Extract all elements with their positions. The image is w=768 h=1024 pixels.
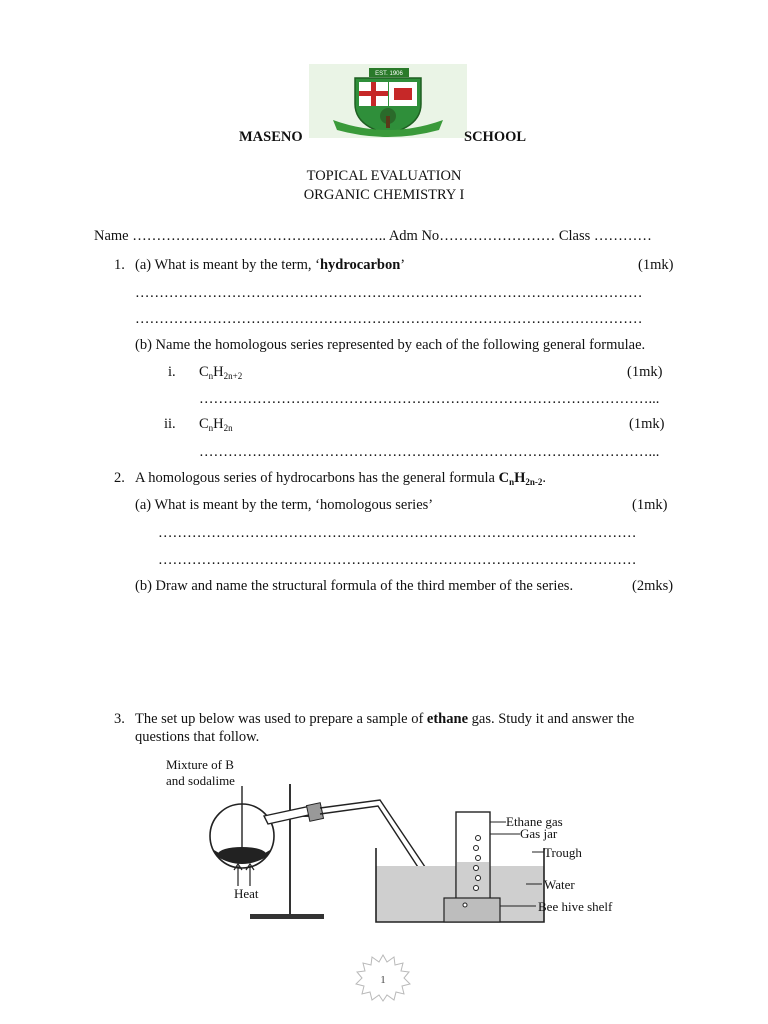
- school-name-right: SCHOOL: [464, 129, 527, 145]
- q1b-i-formula: $C_nH_{2n+2}$: [199, 364, 243, 381]
- q1b-ii-marks: (1mk): [629, 416, 665, 432]
- crest-text: EST. 1906: [375, 71, 403, 77]
- q1b-i-marks: (1mk): [627, 364, 663, 380]
- label-heat: Heat: [234, 886, 259, 901]
- name-blank[interactable]: ……………………………………………..: [132, 228, 386, 244]
- q1b-ii-answer-line[interactable]: …………………………………………………………………………………...: [199, 444, 660, 460]
- class-blank[interactable]: …………: [593, 228, 652, 244]
- retort-stand-base: [250, 914, 324, 919]
- q2a-answer-line-2[interactable]: ………………………………………………………………………………………: [158, 552, 637, 568]
- q3-stem-line-2: questions that follow.: [135, 729, 260, 745]
- q1b-ii-number: ii.: [164, 416, 176, 432]
- label-gas-jar: Gas jar: [520, 826, 558, 841]
- q1-number: 1.: [114, 257, 125, 273]
- q1a-marks: (1mk): [638, 257, 674, 273]
- q2a-answer-line-1[interactable]: ………………………………………………………………………………………: [158, 525, 637, 541]
- q2-number: 2.: [114, 470, 125, 486]
- school-crest-logo: [309, 64, 467, 138]
- q1a-answer-line-2[interactable]: ……………………………………………………………………………………………: [135, 311, 643, 327]
- title-topical-evaluation: TOPICAL EVALUATION: [306, 168, 462, 184]
- q2-stem: A homologous series of hydrocarbons has the general formula $C_nH_{2n-2}$.: [135, 470, 547, 487]
- gas-jar: [456, 812, 490, 906]
- bee-hive-shelf: [444, 898, 500, 922]
- adm-no-blank[interactable]: ……………………: [439, 228, 556, 244]
- q3-stem-line-1: The set up below was used to prepare a sample of ethane gas. Study it and answer the: [135, 711, 635, 727]
- q3-number: 3.: [114, 711, 125, 727]
- ethane-preparation-apparatus-diagram: [160, 754, 640, 926]
- q1b-question: (b) Name the homologous series represented by each of the following general formulae.: [135, 337, 646, 353]
- label-water: Water: [544, 877, 575, 892]
- label-ethane-gas: Ethane gas: [506, 814, 563, 829]
- q2a-marks: (1mk): [632, 497, 668, 513]
- q1a-question: (a) What is meant by the term, ‘hydrocarbon’: [135, 257, 406, 273]
- label-bee-hive-shelf: Bee hive shelf: [538, 899, 613, 914]
- q1b-i-number: i.: [168, 364, 176, 380]
- page-number-badge: [352, 954, 414, 1002]
- q1b-i-answer-line[interactable]: …………………………………………………………………………………...: [199, 391, 660, 407]
- class-label: Class: [558, 228, 591, 244]
- q1b-ii-formula: $C_nH_{2n}$: [199, 416, 233, 433]
- page-number: 1: [380, 974, 386, 986]
- label-mixture-line-2: and sodalime: [166, 773, 235, 788]
- school-name-left: MASENO: [239, 129, 303, 145]
- q1a-answer-line-1[interactable]: ……………………………………………………………………………………………: [135, 285, 643, 301]
- student-info-line: [94, 228, 652, 245]
- title-organic-chemistry: ORGANIC CHEMISTRY I: [303, 187, 465, 203]
- q2a-question: (a) What is meant by the term, ‘homologous series’: [135, 497, 434, 513]
- q2b-question: (b) Draw and name the structural formula of the third member of the series.: [135, 578, 574, 594]
- q2b-marks: (2mks): [632, 578, 674, 594]
- name-label: Name: [94, 228, 129, 244]
- adm-no-label: Adm No: [388, 228, 440, 244]
- label-trough: Trough: [544, 845, 582, 860]
- label-mixture-line-1: Mixture of B: [166, 757, 234, 772]
